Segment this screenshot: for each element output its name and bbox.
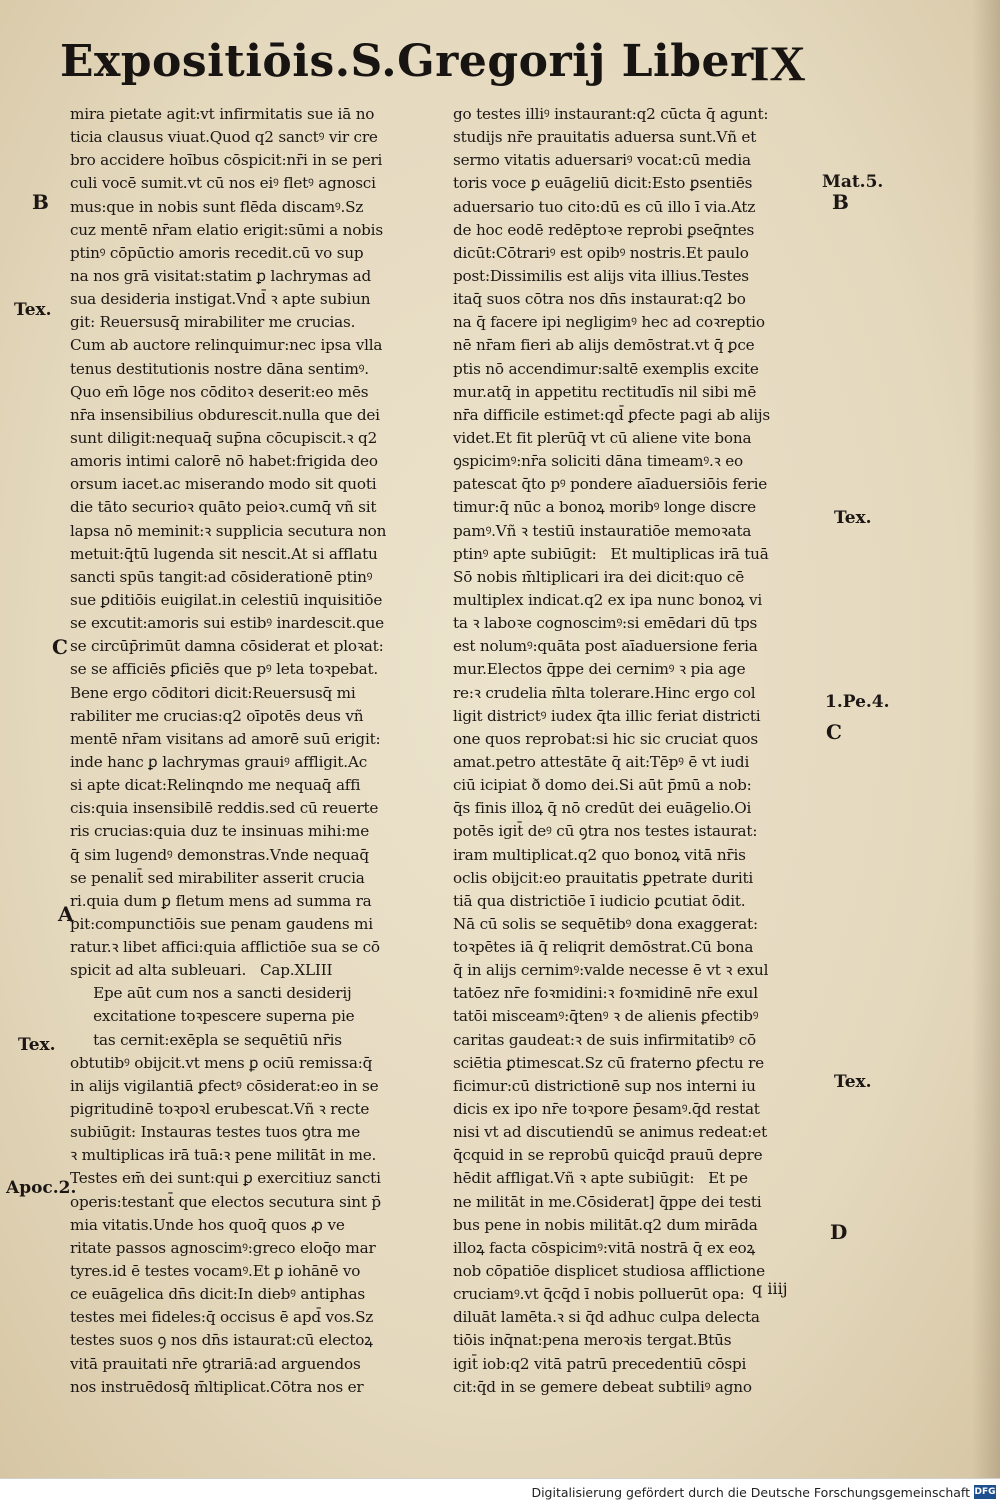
- dfg-credit-text: Digitalisierung gefördert durch die Deutsche Forschungsgemeinschaft: [531, 1485, 970, 1500]
- text-line: illoꝝ facta cōspicimꝰ:vitā nostrā q̄ ex eoꝝ: [453, 1238, 756, 1257]
- text-line: cruciamꝰ.vt q̄cq̄d ī nobis polluerūt opa:: [453, 1285, 745, 1304]
- text-line: tenus destitutionis nostre dāna sentimꝰ.: [70, 359, 369, 378]
- text-line: nr̄a insensibilius obdurescit.nulla que dei: [70, 405, 380, 424]
- text-line: ritate passos agnoscimꝰ:greco eloq̄o mar: [70, 1238, 376, 1257]
- page-edge-shadow: [972, 0, 1000, 1478]
- text-line: q̄cquid in se reprobū quicq̄d prauū depre: [453, 1146, 763, 1165]
- text-line: mentē nr̄am visitans ad amorē suū erigit:: [70, 729, 381, 748]
- text-line: amat.petro attestāte q̄ ait:Tēpꝰ ē vt iudi: [453, 752, 750, 771]
- text-line: ptinꝰ apte subiūgit: Et multiplicas irā tuā: [453, 544, 769, 563]
- text-line: nob cōpatiōe displicet studiosa afflictione: [453, 1262, 765, 1281]
- text-line: ꝛ multiplicas irā tuā:ꝛ pene militāt in me.: [70, 1146, 377, 1165]
- text-line: ris crucias:quia duz te insinuas mihi:me: [70, 822, 370, 841]
- text-line: mia vitatis.Unde hos quoq̄ quos ꝓ ve: [70, 1215, 345, 1234]
- text-line: in alijs vigilantiā ꝑfectꝰ cōsiderat:eo in se: [70, 1076, 379, 1095]
- margin-letter-d-right: D: [830, 1220, 848, 1244]
- text-line: Cum ab auctore relinquimur:nec ipsa vlla: [70, 336, 383, 355]
- folio-number: IX: [750, 35, 806, 91]
- text-line: ce euāgelica dn̄s dicit:In diebꝰ antiphas: [70, 1285, 365, 1304]
- text-line: obtutibꝰ obijcit.vt mens ꝑ ociū remissa:q̄: [70, 1053, 373, 1072]
- text-line: nos instruēdosq̄ m̄ltiplicat.Cōtra nos er: [70, 1377, 364, 1396]
- text-line: ticia clausus viuat.Quod q2 sanctꝰ vir cre: [70, 128, 378, 147]
- text-line: excitatione toꝛpescere superna pie: [70, 1007, 355, 1026]
- text-line: sua desideria instigat.Vnd̄ ꝛ apte subiun: [70, 290, 371, 309]
- text-line: na nos grā visitat:statim ꝑ lachrymas ad: [70, 266, 372, 285]
- text-line: oclis obijcit:eo prauitatis ꝑpetrate duriti: [453, 868, 754, 887]
- text-line: bro accidere hoībus cōspicit:nr̄i in se peri: [70, 151, 383, 170]
- margin-letter-c-right: C: [826, 720, 842, 744]
- text-line: q̄ sim lugendꝰ demonstras.Vnde nequaq̄: [70, 845, 369, 864]
- text-line: se circūp̄rimūt damna cōsiderat et ploꝛat:: [70, 637, 384, 656]
- signature-mark: q iiij: [752, 1279, 788, 1298]
- margin-tex-right-2: Tex.: [834, 1072, 872, 1092]
- text-line: re:ꝛ crudelia m̄lta tolerare.Hinc ergo col: [453, 683, 756, 702]
- margin-letter-b-right: B: [832, 190, 849, 214]
- text-line: Nā cū solis se sequētibꝰ dona exaggerat:: [453, 914, 758, 933]
- text-line: Quo em̄ lōge nos cōditoꝛ deserit:eo mēs: [70, 382, 369, 401]
- text-line: Epe aūt cum nos a sancti desiderij: [70, 984, 352, 1003]
- text-line: dicūt:Cōtrariꝰ est opibꝰ nostris.Et paulo: [453, 243, 749, 262]
- text-line: patescat q̄to pꝰ pondere aīaduersiōis ferie: [453, 475, 768, 494]
- text-line: rabiliter me crucias:q2 oīpotēs deus vñ: [70, 706, 364, 725]
- page-header: [60, 36, 840, 96]
- text-line: ratur.ꝛ libet affici:quia afflictiōe sua se cō: [70, 938, 380, 957]
- text-line: tyres.id ē testes vocamꝰ.Et ꝑ iohānē vo: [70, 1262, 361, 1281]
- text-line: orsum iacet.ac miserando modo sit quoti: [70, 475, 377, 494]
- digitization-footer: [0, 1478, 1000, 1506]
- text-line: mus:que in nobis sunt flēda discamꝰ.Sz: [70, 197, 364, 216]
- text-line: se se afficiēs ꝑficiēs que pꝰ leta toꝛpebat.: [70, 660, 379, 679]
- text-line: post:Dissimilis est alijs vita illius.Testes: [453, 266, 749, 285]
- text-line: de hoc eodē redēptoꝛe reprobi ꝑseq̄ntes: [453, 220, 755, 239]
- text-line: se penalit̄ sed mirabiliter asserit crucia: [70, 868, 365, 887]
- text-line: tiā qua districtiōe ī iudicio ꝑcutiat ōdit.: [453, 891, 746, 910]
- text-line: si apte dicat:Relinqndo me nequaq̄ affi: [70, 776, 361, 795]
- text-line: one quos reprobat:si hic sic cruciat quos: [453, 729, 758, 748]
- margin-tex-left-2: Tex.: [18, 1035, 56, 1055]
- text-line: ciū icipiat ð domo dei.Si aūt p̄mū a nob:: [453, 776, 752, 795]
- text-line: ptinꝰ cōpūctio amoris recedit.cū vo sup: [70, 243, 364, 262]
- text-line: ri.quia dum ꝑ fletum mens ad summa ra: [70, 891, 372, 910]
- text-line: videt.Et fit plerūq̄ vt cū aliene vite bona: [453, 428, 752, 447]
- text-line: mur.atq̄ in appetitu rectitudīs nil sibi mē: [453, 382, 757, 401]
- text-line: cuz mentē nr̄am elatio erigit:sūmi a nobis: [70, 220, 383, 239]
- text-line: tatōi misceamꝰ:q̄tenꝰ ꝛ de alienis ꝑfectibꝰ: [453, 1007, 759, 1026]
- text-line: ptis nō accendimur:saltē exemplis excite: [453, 359, 759, 378]
- text-line: q̄s finis illoꝝ q̄ nō credūt dei euāgelio.Oi: [453, 799, 752, 818]
- text-line: q̄ in alijs cernimꝰ:valde necesse ē vt ꝛ exul: [453, 961, 769, 980]
- margin-letter-a-left: A: [58, 902, 74, 926]
- margin-letter-b-left: B: [32, 190, 49, 214]
- text-line: nisi vt ad discutiendū se animus redeat:et: [453, 1123, 767, 1142]
- running-title: Expositiōis.S.Gregorij Liber: [60, 36, 754, 87]
- left-text-column: [70, 103, 440, 1399]
- text-line: itaq̄ suos cōtra nos dn̄s instaurat:q2 bo: [453, 290, 746, 309]
- text-line: sermo vitatis aduersariꝰ vocat:cū media: [453, 151, 751, 170]
- text-line: spicit ad alta subleuari. Cap.XLIII: [70, 961, 333, 980]
- text-line: dicis ex ipo nr̄e toꝛpore p̄esamꝰ.q̄d restat: [453, 1100, 760, 1119]
- text-line: inde hanc ꝑ lachrymas grauiꝰ affligit.Ac: [70, 752, 368, 771]
- text-line: cis:quia insensibilē reddis.sed cū reuerte: [70, 799, 379, 818]
- text-line: toꝛpētes iā q̄ reliqrit demōstrat.Cū bona: [453, 938, 754, 957]
- text-line: ne militāt in me.Cōsiderat] q̄ppe dei testi: [453, 1192, 762, 1211]
- text-line: sciētia ꝑtimescat.Sz cū fraterno ꝑfectu re: [453, 1053, 764, 1072]
- text-line: ꝯspicimꝰ:nr̄a soliciti dāna timeamꝰ.ꝛ eo: [453, 452, 743, 471]
- text-line: amoris intimi calorē nō habet:frigida deo: [70, 452, 378, 471]
- text-line: hēdit affligat.Vñ ꝛ apte subiūgit: Et pe: [453, 1169, 748, 1188]
- margin-mat-ref: Mat.5.: [822, 172, 884, 192]
- text-line: testes suos ꝯ nos dn̄s istaurat:cū electoꝝ: [70, 1331, 373, 1350]
- margin-pe-ref: 1.Pe.4.: [825, 692, 890, 712]
- margin-tex-left-1: Tex.: [14, 300, 52, 320]
- text-line: sue ꝑditiōis euigilat.in celestiū inquisitiōe: [70, 590, 383, 609]
- text-line: cit:q̄d in se gemere debeat subtiliꝰ agno: [453, 1377, 752, 1396]
- text-line: mira pietate agit:vt infirmitatis sue iā no: [70, 105, 375, 123]
- text-line: ta ꝛ laboꝛe cognoscimꝰ:si emēdari dū tps: [453, 614, 758, 633]
- text-line: sunt diligit:nequaq̄ sup̄na cōcupiscit.ꝛ q2: [70, 428, 378, 447]
- text-line: culi vocē sumit.vt cū nos eiꝰ fletꝰ agnosci: [70, 174, 376, 193]
- text-line: igit̄ iob:q2 vitā patrū precedentiū cōspi: [453, 1354, 747, 1373]
- text-line: Sō nobis m̄ltiplicari ira dei dicit:quo cē: [453, 567, 744, 586]
- margin-tex-right-1: Tex.: [834, 508, 872, 528]
- text-line: ficimur:cū districtionē sup nos interni iu: [453, 1076, 756, 1095]
- text-line: sancti spūs tangit:ad cōsiderationē ptinꝰ: [70, 567, 373, 586]
- right-text-column: [453, 103, 818, 1399]
- text-line: tas cernit:exēpla se sequētiū nr̄is: [70, 1030, 342, 1049]
- text-line: diluāt lamēta.ꝛ si q̄d adhuc culpa delecta: [453, 1308, 760, 1327]
- text-line: nē nr̄am fieri ab alijs demōstrat.vt q̄ ꝑce: [453, 336, 755, 355]
- text-line: Bene ergo cōditori dicit:Reuersusq̄ mi: [70, 683, 356, 702]
- text-line: git: Reuersusq̄ mirabiliter me crucias.: [70, 313, 356, 332]
- text-line: testes mei fideles:q̄ occisus ē apd̄ vos.Sz: [70, 1308, 374, 1327]
- text-line: vitā prauitati nr̄e ꝯtrariā:ad arguendos: [70, 1354, 361, 1373]
- text-line: die tāto securioꝛ quāto peioꝛ.cumq̄ vñ sit: [70, 498, 377, 517]
- text-line: metuit:q̄tū lugenda sit nescit.At si afflatu: [70, 544, 378, 563]
- text-line: iram multiplicat.q2 quo bonoꝝ vitā nr̄is: [453, 845, 746, 864]
- margin-letter-c-left: C: [52, 635, 68, 659]
- text-line: tatōez nr̄e foꝛmidini:ꝛ foꝛmidinē nr̄e exul: [453, 984, 758, 1003]
- text-line: toris voce ꝑ euāgeliū dicit:Esto ꝑsentiēs: [453, 174, 753, 193]
- text-line: go testes illiꝰ instaurant:q2 cūcta q̄ agunt:: [453, 105, 769, 123]
- text-line: tiōis inq̄nat:pena meroꝛis tergat.Btūs: [453, 1331, 732, 1350]
- text-line: Testes em̄ dei sunt:qui ꝑ exercitiuz sancti: [70, 1169, 381, 1188]
- text-line: pit:compunctiōis sue penam gaudens mi: [70, 914, 373, 933]
- text-line: potēs igit̄ deꝰ cū ꝯtra nos testes istaurat:: [453, 822, 758, 841]
- text-line: ligit districtꝰ iudex q̄ta illic feriat districti: [453, 706, 761, 725]
- text-line: subiūgit: Instauras testes tuos ꝯtra me: [70, 1123, 361, 1142]
- dfg-logo-icon: DFG: [974, 1487, 996, 1497]
- margin-apoc-ref: Apoc.2.: [6, 1178, 77, 1198]
- text-line: timur:q̄ nūc a bonoꝝ moribꝰ longe discre: [453, 498, 756, 517]
- text-line: mur.Electos q̄ppe dei cernimꝰ ꝛ pia age: [453, 660, 746, 679]
- text-line: se excutit:amoris sui estibꝰ inardescit.que: [70, 614, 384, 633]
- text-line: operis:testant̄ que electos secutura sint p̄: [70, 1192, 381, 1211]
- text-line: multiplex indicat.q2 ex ipa nunc bonoꝝ vi: [453, 590, 763, 609]
- text-line: lapsa nō meminit:ꝛ supplicia secutura non: [70, 521, 387, 540]
- text-line: na q̄ facere ipi negligimꝰ hec ad coꝛreptio: [453, 313, 765, 332]
- text-line: est nolumꝰ:quāta post aīaduersione feria: [453, 637, 758, 656]
- text-line: pigritudinē toꝛpoꝛl erubescat.Vñ ꝛ recte: [70, 1100, 370, 1119]
- text-line: bus pene in nobis militāt.q2 dum mirāda: [453, 1215, 758, 1234]
- text-line: pamꝰ.Vñ ꝛ testiū instauratiōe memoꝛata: [453, 521, 752, 540]
- text-line: aduersario tuo cito:dū es cū illo ī via.Atz: [453, 197, 756, 216]
- text-line: studijs nr̄e prauitatis aduersa sunt.Vñ et: [453, 128, 757, 147]
- text-line: nr̄a difficile estimet:qd̄ ꝑfecte pagi ab alijs: [453, 405, 770, 424]
- text-line: caritas gaudeat:ꝛ de suis infirmitatibꝰ cō: [453, 1030, 756, 1049]
